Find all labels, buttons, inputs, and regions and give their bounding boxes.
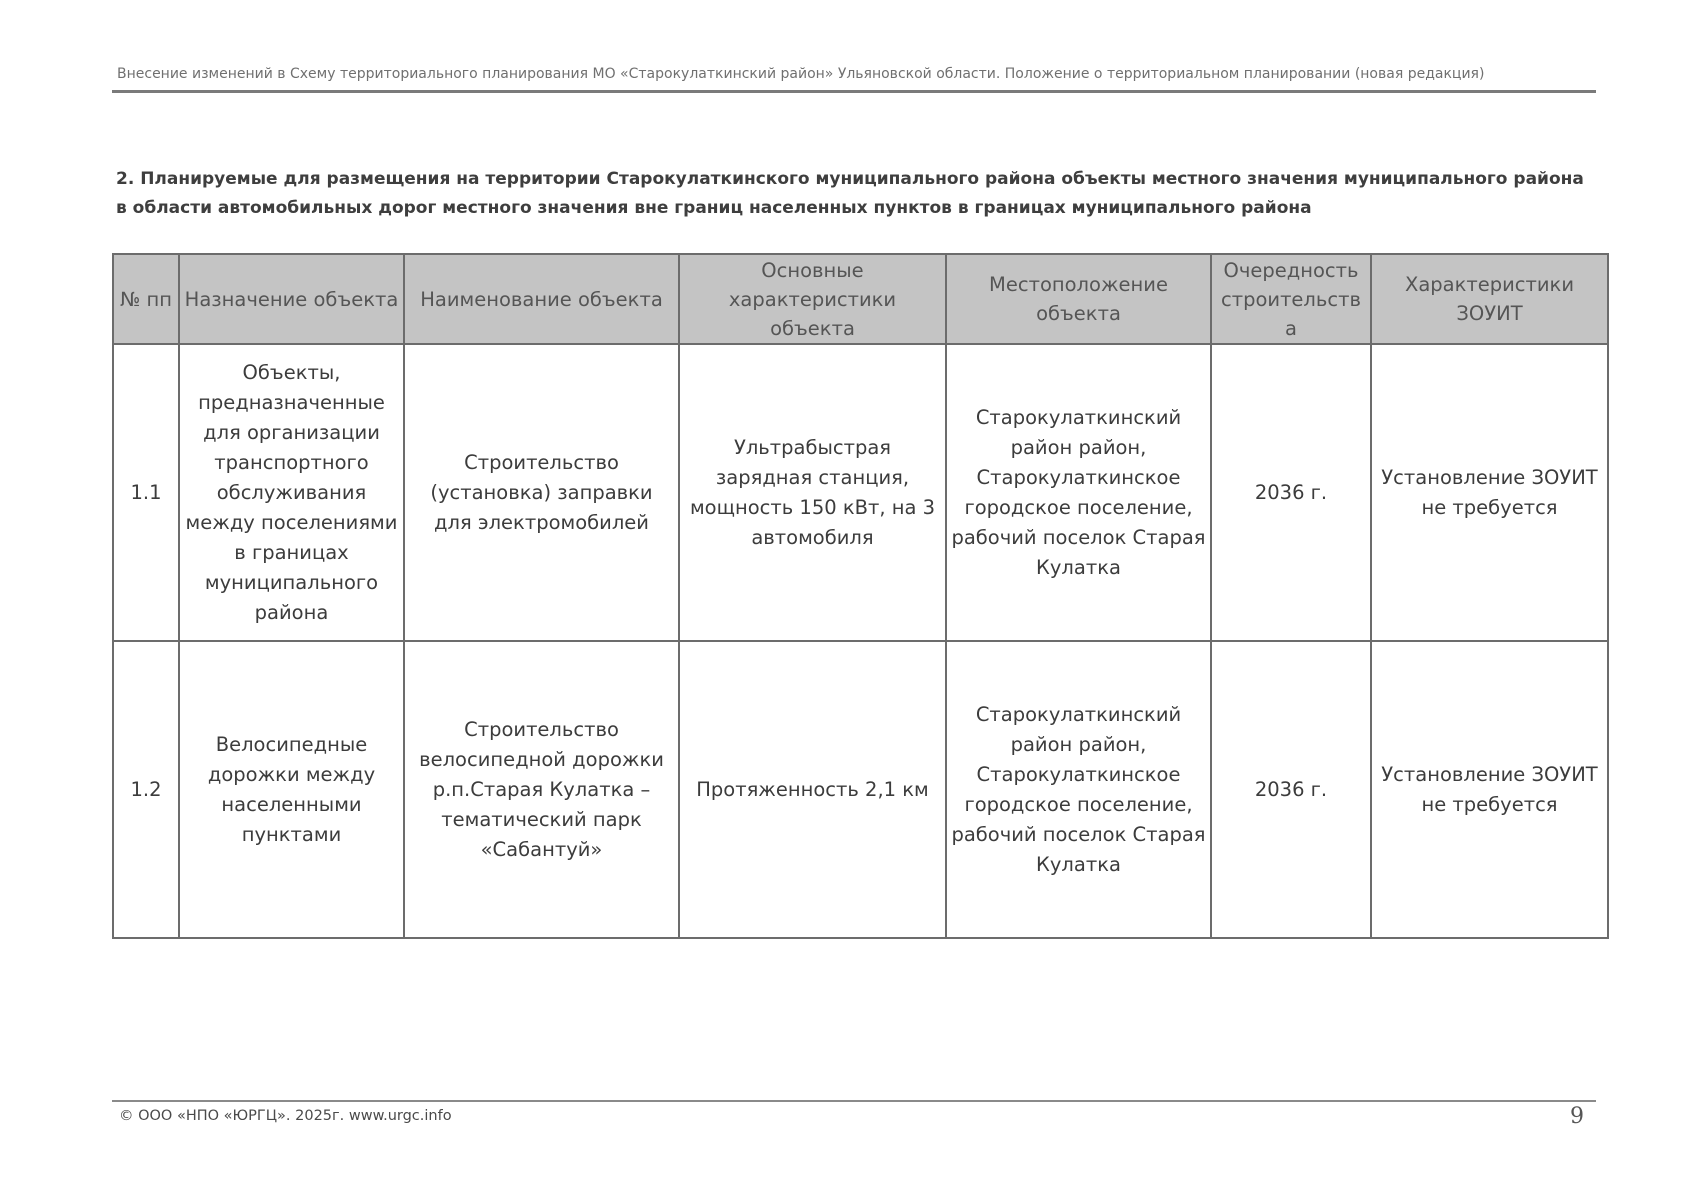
column-header-priority: Очередность строительства (1211, 254, 1371, 344)
column-header-num: № пп (113, 254, 179, 344)
table-row (113, 641, 1608, 938)
cell-name: Строительство велосипедной дорожки р.п.Старая Кулатка – тематический парк «Сабантуй» (404, 641, 679, 938)
cell-priority: 2036 г. (1211, 641, 1371, 938)
cell-purpose: Объекты, предназначенные для организации транспортного обслуживания между поселениями в границах муниципального района (179, 344, 404, 641)
header-divider (112, 90, 1596, 93)
footer-copyright: © ООО «НПО «ЮРГЦ». 2025г. www.urgc.info (119, 1108, 452, 1124)
column-header-purpose: Назначение объекта (179, 254, 404, 344)
objects-table (112, 253, 1609, 939)
cell-characteristics: Ультрабыстрая зарядная станция, мощность 150 кВт, на 3 автомобиля (679, 344, 946, 641)
column-header-location: Местоположение объекта (946, 254, 1211, 344)
cell-zouit: Установление ЗОУИТ не требуется (1371, 641, 1608, 938)
cell-priority: 2036 г. (1211, 344, 1371, 641)
column-header-zouit: Характеристики ЗОУИТ (1371, 254, 1608, 344)
cell-purpose: Велосипедные дорожки между населенными пунктами (179, 641, 404, 938)
column-header-characteristics: Основные характеристики объекта (679, 254, 946, 344)
cell-characteristics: Протяженность 2,1 км (679, 641, 946, 938)
cell-name: Строительство (установка) заправки для электромобилей (404, 344, 679, 641)
table-header-row (113, 254, 1608, 344)
column-header-name: Наименование объекта (404, 254, 679, 344)
cell-zouit: Установление ЗОУИТ не требуется (1371, 344, 1608, 641)
cell-num: 1.2 (113, 641, 179, 938)
running-header: Внесение изменений в Схему территориального планирования МО «Старокулаткинский район» Ульяновской области. Положение о территориальном планировании (новая редакция) (117, 66, 1485, 82)
cell-num: 1.1 (113, 344, 179, 641)
cell-location: Старокулаткинский район район, Старокулаткинское городское поселение, рабочий поселок Старая Кулатка (946, 344, 1211, 641)
page-number: 9 (1570, 1104, 1584, 1129)
cell-location: Старокулаткинский район район, Старокулаткинское городское поселение, рабочий поселок Старая Кулатка (946, 641, 1211, 938)
footer-divider (112, 1100, 1596, 1102)
table-row (113, 344, 1608, 641)
section-title: 2. Планируемые для размещения на территории Старокулаткинского муниципального района объекты местного значения муниципального района в области автомобильных дорог местного значения вне границ населенных пунктов в границах муниципального района (116, 169, 1584, 218)
